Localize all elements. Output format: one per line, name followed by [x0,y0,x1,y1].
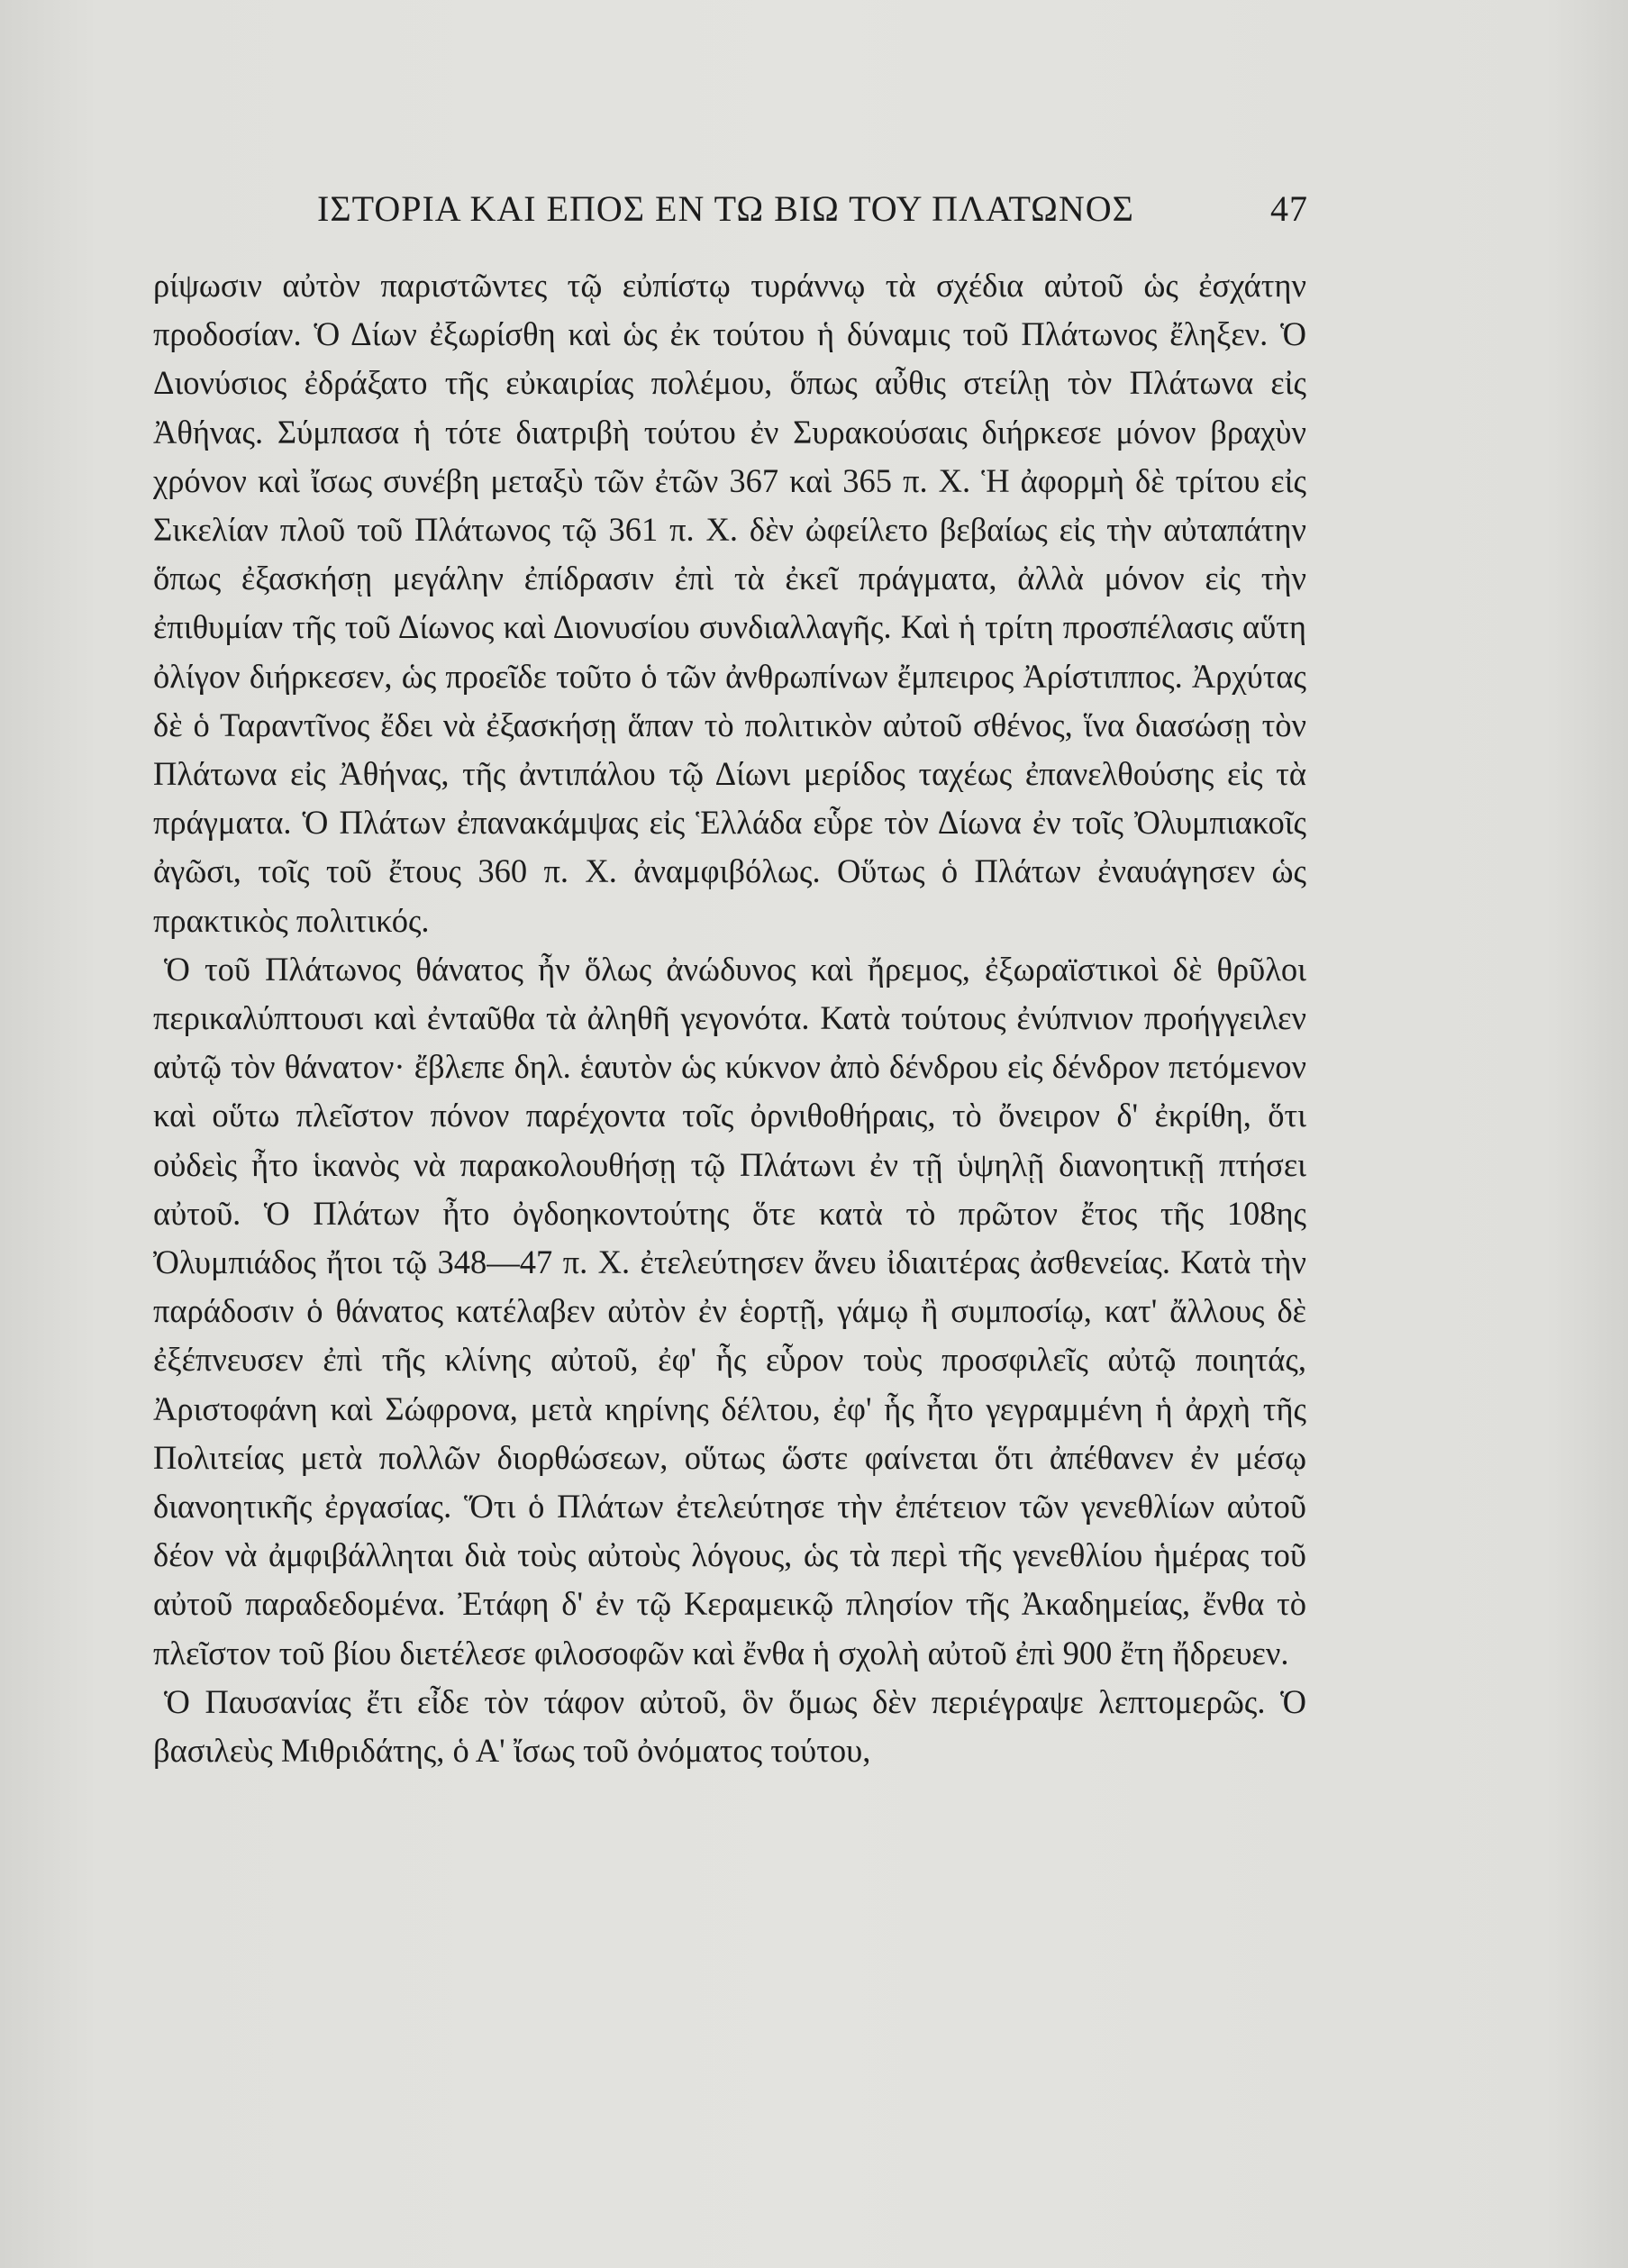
paragraph: Ὁ τοῦ Πλάτωνος θάνατος ἦν ὅλως ἀνώδυνος καὶ ἤρεμος, ἐξωραϊστικοὶ δὲ θρῦλοι περικαλύπτουσι καὶ ἐνταῦθα τὰ ἀληθῆ γεγονότα. Κατὰ τούτους ἐνύπνιον προήγγειλεν αὐτῷ τὸν θάνατον· ἔβλεπε δηλ. ἑαυτὸν ὡς κύκνον ἀπὸ δένδρου εἰς δένδρον πετόμενον καὶ οὕτω πλεῖστον πόνον παρέχοντα τοῖς ὀρνιθοθήραις, τὸ ὄνειρον δ' ἐκρίθη, ὅτι οὐδεὶς ἦτο ἱκανὸς νὰ παρακολουθήσῃ τῷ Πλάτωνι ἐν τῇ ὑψηλῇ διανοητικῇ πτήσει αὐτοῦ. Ὁ Πλάτων ἦτο ὀγδοηκοντούτης ὅτε κατὰ τὸ πρῶτον ἔτος τῆς 108ης Ὀλυμπιάδος ἤτοι τῷ 348—47 π. Χ. ἐτελεύτησεν ἄνευ ἰδιαιτέρας ἀσθενείας. Κατὰ τὴν παράδοσιν ὁ θάνατος κατέλαβεν αὐτὸν ἐν ἑορτῇ, γάμῳ ἢ συμποσίῳ, κατ' ἄλλους δὲ ἐξέπνευσεν ἐπὶ τῆς κλίνης αὐτοῦ, ἐφ' ἧς εὗρον τοὺς προσφιλεῖς αὐτῷ ποιητάς, Ἀριστοφάνη καὶ Σώφρονα, μετὰ κηρίνης δέλτου, ἐφ' ἧς ἦτο γεγραμμένη ἡ ἀρχὴ τῆς Πολιτείας μετὰ πολλῶν διορθώσεων, οὕτως ὥστε φαίνεται ὅτι ἀπέθανεν ἐν μέσῳ διανοητικῆς ἐργασίας. Ὅτι ὁ Πλάτων ἐτελεύτησε τὴν ἐπέτειον τῶν γενεθλίων αὐτοῦ δέον νὰ ἀμφιβάλληται διὰ τοὺς αὐτοὺς λόγους, ὡς τὰ περὶ τῆς γενεθλίου ἡμέρας τοῦ αὐτοῦ παραδεδομένα. Ἐτάφη δ' ἐν τῷ Κεραμεικῷ πλησίον τῆς Ἀκαδημείας, ἔνθα τὸ πλεῖστον τοῦ βίου διετέλεσε φιλοσοφῶν καὶ ἔνθα ἡ σχολὴ αὐτοῦ ἐπὶ 900 ἔτη ἤδρευεν. [153,950,1306,1671]
running-title: ΙΣΤΟΡΙΑ ΚΑΙ ΕΠΟΣ ΕΝ ΤΩ ΒΙΩ ΤΟΥ ΠΛΑΤΩΝΟΣ [317,188,1134,229]
page-number: 47 [1270,188,1308,229]
running-header [317,187,1308,241]
paragraph: Ὁ Παυσανίας ἔτι εἶδε τὸν τάφον αὐτοῦ, ὃν ὅμως δὲν περιέγραψε λεπτομερῶς. Ὁ βασιλεὺς Μιθριδάτης, ὁ Α' ἴσως τοῦ ὀνόματος τούτου, [153,1682,1306,1770]
paragraph: ρίψωσιν αὐτὸν παριστῶντες τῷ εὐπίστῳ τυράννῳ τὰ σχέδια αὐτοῦ ὡς ἐσχάτην προδοσίαν. Ὁ Δίων ἐξωρίσθη καὶ ὡς ἐκ τούτου ἡ δύναμις τοῦ Πλάτωνος ἔληξεν. Ὁ Διονύσιος ἐδράξατο τῆς εὐκαιρίας πολέμου, ὅπως αὖθις στείλῃ τὸν Πλάτωνα εἰς Ἀθήνας. Σύμπασα ἡ τότε διατριβὴ τούτου ἐν Συρακούσαις διήρκεσε μόνον βραχὺν χρόνον καὶ ἴσως συνέβη μεταξὺ τῶν ἐτῶν 367 καὶ 365 π. Χ. Ἡ ἀφορμὴ δὲ τρίτου εἰς Σικελίαν πλοῦ τοῦ Πλάτωνος τῷ 361 π. Χ. δὲν ὠφείλετο βεβαίως εἰς τὴν αὐταπάτην ὅπως ἐξασκήσῃ μεγάλην ἐπίδρασιν ἐπὶ τὰ ἐκεῖ πράγματα, ἀλλὰ μόνον εἰς τὴν ἐπιθυμίαν τῆς τοῦ Δίωνος καὶ Διονυσίου συνδιαλλαγῆς. Καὶ ἡ τρίτη προσπέλασις αὕτη ὀλίγον διήρκεσεν, ὡς προεῖδε τοῦτο ὁ τῶν ἀνθρωπίνων ἔμπειρος Ἀρίστιππος. Ἀρχύτας δὲ ὁ Ταραντῖνος ἔδει νὰ ἐξασκήσῃ ἅπαν τὸ πολιτικὸν αὐτοῦ σθένος, ἵνα διασώσῃ τὸν Πλάτωνα εἰς Ἀθήνας, τῆς ἀντιπάλου τῷ Δίωνι μερίδος ταχέως ἐπανελθούσης εἰς τὰ πράγματα. Ὁ Πλάτων ἐπανακάμψας εἰς Ἑλλάδα εὗρε τὸν Δίωνα ἐν τοῖς Ὀλυμπιακοῖς ἀγῶσι, τοῖς τοῦ ἔτους 360 π. Χ. ἀναμφιβόλως. Οὕτως ὁ Πλάτων ἐναυάγησεν ὡς πρακτικὸς πολιτικός. [153,267,1306,939]
body-text [153,261,1306,1775]
